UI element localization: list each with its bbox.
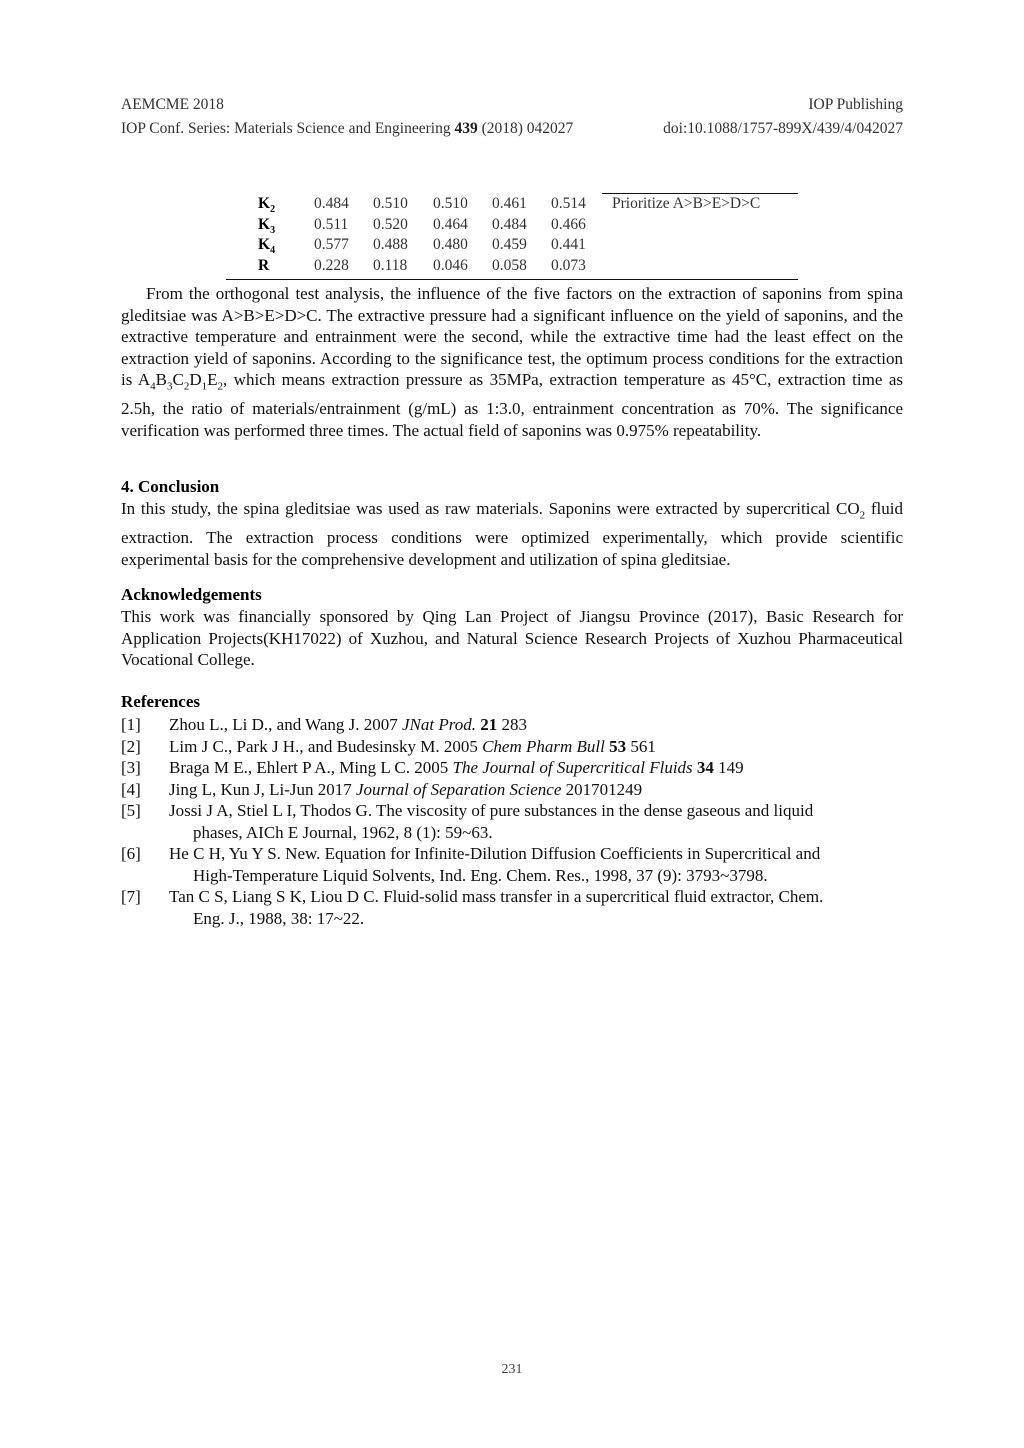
row-label: $K_2$ [258,195,276,216]
reference-text: Zhou L., Li D., and Wang J. 2007 JNat Prod. 21 283 [169,715,527,734]
reference-number: [6] [121,844,141,863]
table-cell: 0.488 [373,236,408,253]
priority-note: Prioritize A>B>E>D>C [612,195,761,212]
analysis-paragraph [121,283,903,442]
reference-text: Jing L, Kun J, Li-Jun 2017 Journal of Separation Science 201701249 [169,779,643,799]
year-issue: (2018) 042027 [481,120,574,137]
table-cell: 0.441 [551,236,586,253]
table-row [226,234,798,255]
reference-text: Jossi J A, Stiel L I, Thodos G. The viscosity of pure substances in the dense gaseous and liquid phases, AICh E Journal, 1962, 8 (1): 59~63. [169,800,903,843]
journal-name: Chem Pharm Bull [482,736,605,756]
optimal-formula: $A_4B_3C_2D_1E_2$ [137,370,223,393]
citation-header [121,120,903,138]
doi: doi:10.1088/1757-899X/439/4/042027 [663,120,903,137]
reference-item [121,779,903,801]
table-cell: 0.484 [314,195,349,212]
table-row [226,214,798,235]
reference-text: Lim J C., Park J H., and Budesinsky M. 2005 Chem Pharm Bull 53 561 [169,736,656,756]
row-label: R [258,256,270,274]
table-cell: 0.511 [314,215,349,233]
table-cell: 0.464 [433,215,468,233]
row-label: $K_3$ [258,215,276,236]
table-cell: 0.466 [551,215,586,233]
conference-name: AEMCME 2018 [121,96,224,113]
conclusion-heading: 4. Conclusion [121,477,220,496]
journal-name: The Journal of Supercritical Fluids [452,758,693,777]
table-cell: 0.461 [492,195,527,212]
table-row [226,193,798,214]
conclusion-text: In this study, the spina gleditsiae was used as raw materials. Saponins were extracted by supercritical CO [121,499,860,518]
reference-number: [2] [121,736,141,756]
reference-text: He C H, Yu Y S. New. Equation for Infinite-Dilution Diffusion Coefficients in Supercritical and High-Temperature Liquid Solvents, Ind. Eng. Chem. Res., 1998, 37 (9): 3793~3798. [169,843,903,886]
reference-number: [4] [121,779,141,799]
table-cell: 0.480 [433,236,468,253]
references-heading: References [121,692,200,711]
volume: 53 [609,736,627,756]
reference-item [121,843,903,886]
table-cell: 0.228 [314,256,349,274]
reference-number: [7] [121,887,141,906]
reference-item [121,736,903,758]
table-cell: 0.046 [433,256,468,274]
table-cell: 0.058 [492,256,527,274]
volume: 34 [696,758,714,777]
table-cell: 0.118 [373,256,408,274]
reference-number: [1] [121,715,141,734]
reference-continuation: High-Temperature Liquid Solvents, Ind. Eng. Chem. Res., 1998, 37 (9): 3793~3798. [193,865,768,885]
table-cell: 0.484 [492,215,527,233]
reference-text: Braga M E., Ehlert P A., Ming L C. 2005 The Journal of Supercritical Fluids 34 149 [169,758,744,777]
reference-continuation: Eng. J., 1988, 38: 17~22. [193,908,365,928]
page-number: 231 [501,1362,523,1377]
table-cell: 0.520 [373,215,408,233]
analysis-text: From the orthogonal test analysis, the influence of the five factors on the extraction of saponins from spina gleditsiae was A>B>E>D>C. The extractive pressure had a significant influence on the yield of saponins, and the extractive temperature and entrainment were the second, while the extractive time had the least effect on the extraction yield of saponins. According to the significance test, the optimum process conditions for the extraction is [121,284,903,390]
reference-item [121,800,903,843]
conclusion-text-cont: fluid extraction. The extraction process conditions were optimized experimentally, which provide scientific experimental basis for the comprehensive development and utilization of spina gleditsiae. [121,499,904,569]
reference-item [121,714,903,736]
series-name: IOP Conf. Series: Materials Science and Engineering [121,120,451,137]
series-citation [121,120,573,138]
publisher-name: IOP Publishing [808,96,903,113]
acknowledgements-heading: Acknowledgements [121,585,262,604]
volume: 21 [480,715,498,734]
table-cell: 0.073 [551,256,586,274]
reference-number: [3] [121,758,141,777]
row-label: $K_4$ [258,236,276,257]
table-row [226,255,798,276]
volume-number: 439 [454,120,478,137]
reference-item [121,886,903,929]
table-cell: 0.514 [551,195,586,212]
co2-subscript: 2 [859,509,866,522]
running-header [121,96,903,114]
table-cell: 0.459 [492,236,527,253]
table-bottom-rule [226,279,798,280]
table-cell: 0.510 [373,195,408,212]
journal-name: Journal of Separation Science [356,779,562,799]
analysis-text-cont: , which means extraction pressure as 35MPa, extraction temperature as 45°C, extraction time as 2.5h, the ratio of materials/entrainment (g/mL) as 1:3.0, entrainment concentration as 70%. The significance verification was performed three times. The actual field of saponins was 0.975% repeatability. [121,370,903,440]
acknowledgements-paragraph: This work was financially sponsored by Qing Lan Project of Jiangsu Province (2017), Basic Research for Application Projects(KH17022) of Xuzhou, and Natural Science Research Projects of Xuzhou Pharmaceutical Vocational College. [121,607,903,670]
conclusion-paragraph [121,498,903,570]
reference-number: [5] [121,801,141,820]
table-cell: 0.510 [433,195,468,212]
table-cell: 0.577 [314,236,349,253]
reference-continuation: phases, AICh E Journal, 1962, 8 (1): 59~63. [193,822,493,842]
reference-item [121,757,903,779]
journal-name: JNat Prod. [402,715,476,734]
reference-text: Tan C S, Liang S K, Liou D C. Fluid-solid mass transfer in a supercritical fluid extractor, Chem. Eng. J., 1988, 38: 17~22. [169,886,903,929]
